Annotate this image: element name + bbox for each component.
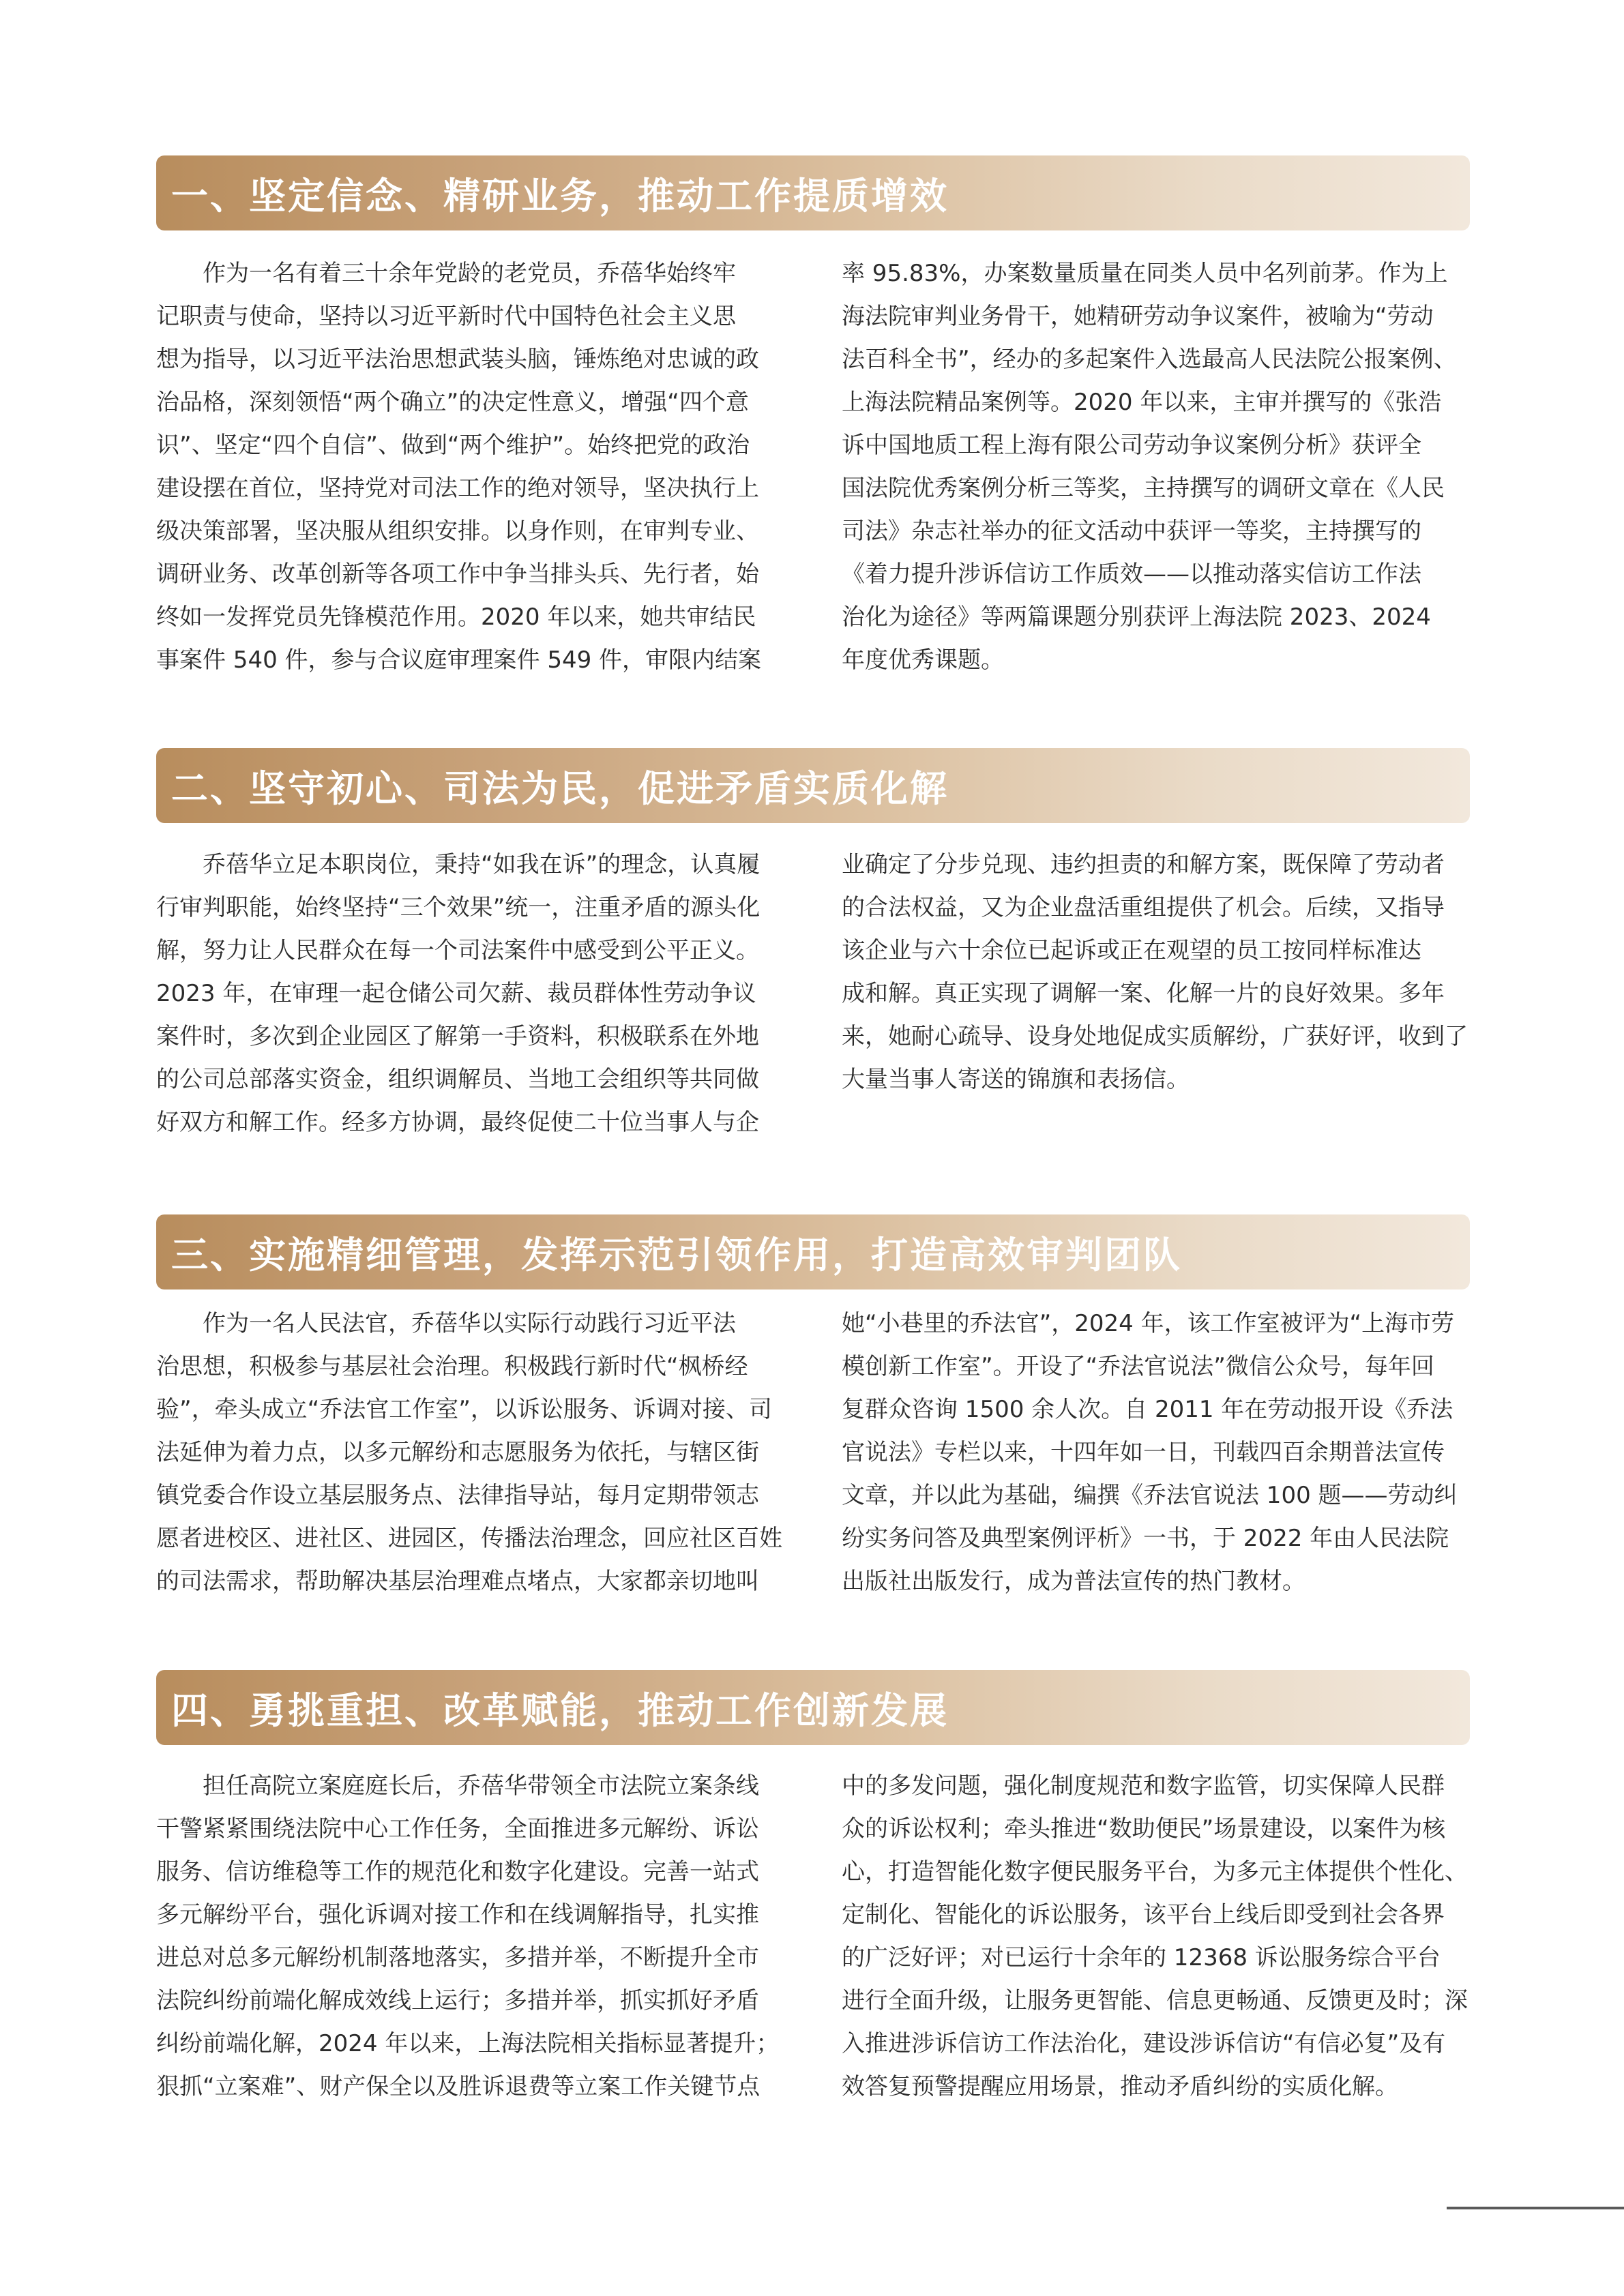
paragraph (156, 1765, 782, 2108)
text-line: 《着力提升涉诉信访工作质效——以推动落实信访工作法 (842, 561, 1421, 588)
text-line: 众的诉讼权利；牵头推进“数助便民”场景建设，以案件为核 (842, 1815, 1446, 1843)
text-line: 2023 年，在审理一起仓储公司欠薪、裁员群体性劳动争议 (156, 980, 756, 1007)
paragraph (842, 252, 1468, 682)
text-line: 成和解。真正实现了调解一案、化解一片的良好效果。多年 (842, 980, 1445, 1007)
paragraph (842, 1765, 1468, 2108)
text-line: 行审判职能，始终坚持“三个效果”统一，注重矛盾的源头化 (156, 894, 761, 921)
text-line: 记职责与使命，坚持以习近平新时代中国特色社会主义思 (156, 303, 736, 330)
text-line: 司法》杂志社举办的征文活动中获评一等奖，主持撰写的 (842, 518, 1421, 545)
text-line: 的司法需求，帮助解决基层治理难点堵点，大家都亲切地叫 (156, 1568, 759, 1595)
text-line: 年度优秀课题。 (842, 646, 1004, 674)
section-4-right-column (842, 1765, 1468, 2108)
text-line: 中的多发问题，强化制度规范和数字监管，切实保障人民群 (842, 1772, 1445, 1800)
text-line: 该企业与六十余位已起诉或正在观望的员工按同样标准达 (842, 937, 1421, 964)
section-title-1: 一、坚定信念、精研业务，推动工作提质增效 (171, 174, 949, 218)
text-line: 担任高院立案庭庭长后，乔蓓华带领全市法院立案条线 (203, 1772, 759, 1800)
section-header-3 (156, 1214, 1470, 1289)
text-line: 识”、坚定“四个自信”、做到“两个维护”。始终把党的政治 (156, 432, 750, 459)
text-line: 治思想，积极参与基层社会治理。积极践行新时代“枫桥经 (156, 1353, 748, 1380)
section-header-1 (156, 155, 1470, 230)
text-line: 诉中国地质工程上海有限公司劳动争议案例分析》获评全 (842, 432, 1421, 459)
text-line: 想为指导，以习近平法治思想武装头脑，锤炼绝对忠诚的政 (156, 346, 759, 373)
text-line: 业确定了分步兑现、违约担责的和解方案，既保障了劳动者 (842, 851, 1445, 878)
text-line: 解，努力让人民群众在每一个司法案件中感受到公平正义。 (156, 937, 759, 964)
text-line: 她“小巷里的乔法官”，2024 年，该工作室被评为“上海市劳 (842, 1310, 1455, 1337)
text-line: 作为一名有着三十余年党龄的老党员，乔蓓华始终牢 (203, 260, 736, 287)
text-line: 进总对总多元解纷机制落地落实，多措并举，不断提升全市 (156, 1944, 759, 1971)
section-1-left-column (156, 252, 782, 682)
text-line: 上海法院精品案例等。2020 年以来，主审并撰写的《张浩 (842, 389, 1442, 416)
text-line: 验”，牵头成立“乔法官工作室”，以诉讼服务、诉调对接、司 (156, 1396, 772, 1423)
text-line: 的广泛好评；对已运行十余年的 12368 诉讼服务综合平台 (842, 1944, 1441, 1971)
text-line: 海法院审判业务骨干，她精研劳动争议案件，被喻为“劳动 (842, 303, 1434, 330)
text-line: 复群众咨询 1500 余人次。自 2011 年在劳动报开设《乔法 (842, 1396, 1453, 1423)
text-line: 的公司总部落实资金，组织调解员、当地工会组织等共同做 (156, 1066, 759, 1093)
text-line: 官说法》专栏以来，十四年如一日，刊载四百余期普法宣传 (842, 1439, 1445, 1466)
text-line: 作为一名人民法官，乔蓓华以实际行动践行习近平法 (203, 1310, 736, 1337)
text-line: 法院纠纷前端化解成效线上运行；多措并举，抓实抓好矛盾 (156, 1987, 759, 2014)
text-line: 治化为途径》等两篇课题分别获评上海法院 2023、2024 (842, 603, 1431, 631)
paragraph (842, 1302, 1468, 1603)
text-line: 终如一发挥党员先锋模范作用。2020 年以来，她共审结民 (156, 603, 756, 631)
text-line: 干警紧紧围绕法院中心工作任务，全面推进多元解纷、诉讼 (156, 1815, 759, 1843)
text-line: 狠抓“立案难”、财产保全以及胜诉退费等立案工作关键节点 (156, 2073, 761, 2100)
text-line: 模创新工作室”。开设了“乔法官说法”微信公众号，每年回 (842, 1353, 1434, 1380)
section-3-right-column (842, 1302, 1468, 1603)
section-3-left-column (156, 1302, 782, 1603)
text-line: 纷实务问答及典型案例评析》一书，于 2022 年由人民法院 (842, 1525, 1449, 1552)
section-4-left-column (156, 1765, 782, 2108)
text-line: 愿者进校区、进社区、进园区，传播法治理念，回应社区百姓 (156, 1525, 782, 1552)
section-2-left-column (156, 844, 782, 1144)
text-line: 文章，并以此为基础，编撰《乔法官说法 100 题——劳动纠 (842, 1482, 1458, 1509)
text-line: 法百科全书”，经办的多起案件入选最高人民法院公报案例、 (842, 346, 1457, 373)
text-line: 率 95.83%，办案数量质量在同类人员中名列前茅。作为上 (842, 260, 1448, 287)
text-line: 入推进涉诉信访工作法治化，建设涉诉信访“有信必复”及有 (842, 2030, 1446, 2057)
text-line: 镇党委合作设立基层服务点、法律指导站，每月定期带领志 (156, 1482, 759, 1509)
text-line: 进行全面升级，让服务更智能、信息更畅通、反馈更及时；深 (842, 1987, 1468, 2014)
text-line: 级决策部署，坚决服从组织安排。以身作则，在审判专业、 (156, 518, 759, 545)
section-header-4 (156, 1670, 1470, 1745)
paragraph (842, 844, 1468, 1101)
section-2-right-column (842, 844, 1468, 1101)
section-1-right-column (842, 252, 1468, 682)
section-header-2 (156, 748, 1470, 823)
text-line: 纠纷前端化解，2024 年以来，上海法院相关指标显著提升； (156, 2030, 780, 2057)
paragraph (156, 252, 782, 682)
paragraph (156, 1302, 782, 1603)
section-title-4: 四、勇挑重担、改革赋能，推动工作创新发展 (171, 1688, 949, 1732)
text-line: 多元解纷平台，强化诉调对接工作和在线调解指导，扎实推 (156, 1901, 759, 1928)
text-line: 的合法权益，又为企业盘活重组提供了机会。后续，又指导 (842, 894, 1445, 921)
text-line: 国法院优秀案例分析三等奖，主持撰写的调研文章在《人民 (842, 475, 1445, 502)
text-line: 来，她耐心疏导、设身处地促成实质解纷，广获好评，收到了 (842, 1023, 1468, 1050)
text-line: 心，打造智能化数字便民服务平台，为多元主体提供个性化、 (842, 1858, 1468, 1885)
text-line: 案件时，多次到企业园区了解第一手资料，积极联系在外地 (156, 1023, 759, 1050)
page-corner-rule (1447, 2207, 1624, 2209)
text-line: 好双方和解工作。经多方协调，最终促使二十位当事人与企 (156, 1109, 759, 1136)
text-line: 法延伸为着力点，以多元解纷和志愿服务为依托，与辖区街 (156, 1439, 759, 1466)
section-title-3: 三、实施精细管理，发挥示范引领作用，打造高效审判团队 (171, 1233, 1182, 1277)
text-line: 出版社出版发行，成为普法宣传的热门教材。 (842, 1568, 1305, 1595)
text-line: 治品格，深刻领悟“两个确立”的决定性意义，增强“四个意 (156, 389, 749, 416)
text-line: 效答复预警提醒应用场景，推动矛盾纠纷的实质化解。 (842, 2073, 1398, 2100)
text-line: 调研业务、改革创新等各项工作中争当排头兵、先行者，始 (156, 561, 759, 588)
text-line: 大量当事人寄送的锦旗和表扬信。 (842, 1066, 1190, 1093)
text-line: 事案件 540 件，参与合议庭审理案件 549 件，审限内结案 (156, 646, 762, 674)
paragraph (156, 844, 782, 1144)
text-line: 定制化、智能化的诉讼服务，该平台上线后即受到社会各界 (842, 1901, 1445, 1928)
text-line: 服务、信访维稳等工作的规范化和数字化建设。完善一站式 (156, 1858, 759, 1885)
section-title-2: 二、坚守初心、司法为民，促进矛盾实质化解 (171, 766, 949, 810)
text-line: 建设摆在首位，坚持党对司法工作的绝对领导，坚决执行上 (156, 475, 759, 502)
text-line: 乔蓓华立足本职岗位，秉持“如我在诉”的理念，认真履 (203, 851, 761, 878)
